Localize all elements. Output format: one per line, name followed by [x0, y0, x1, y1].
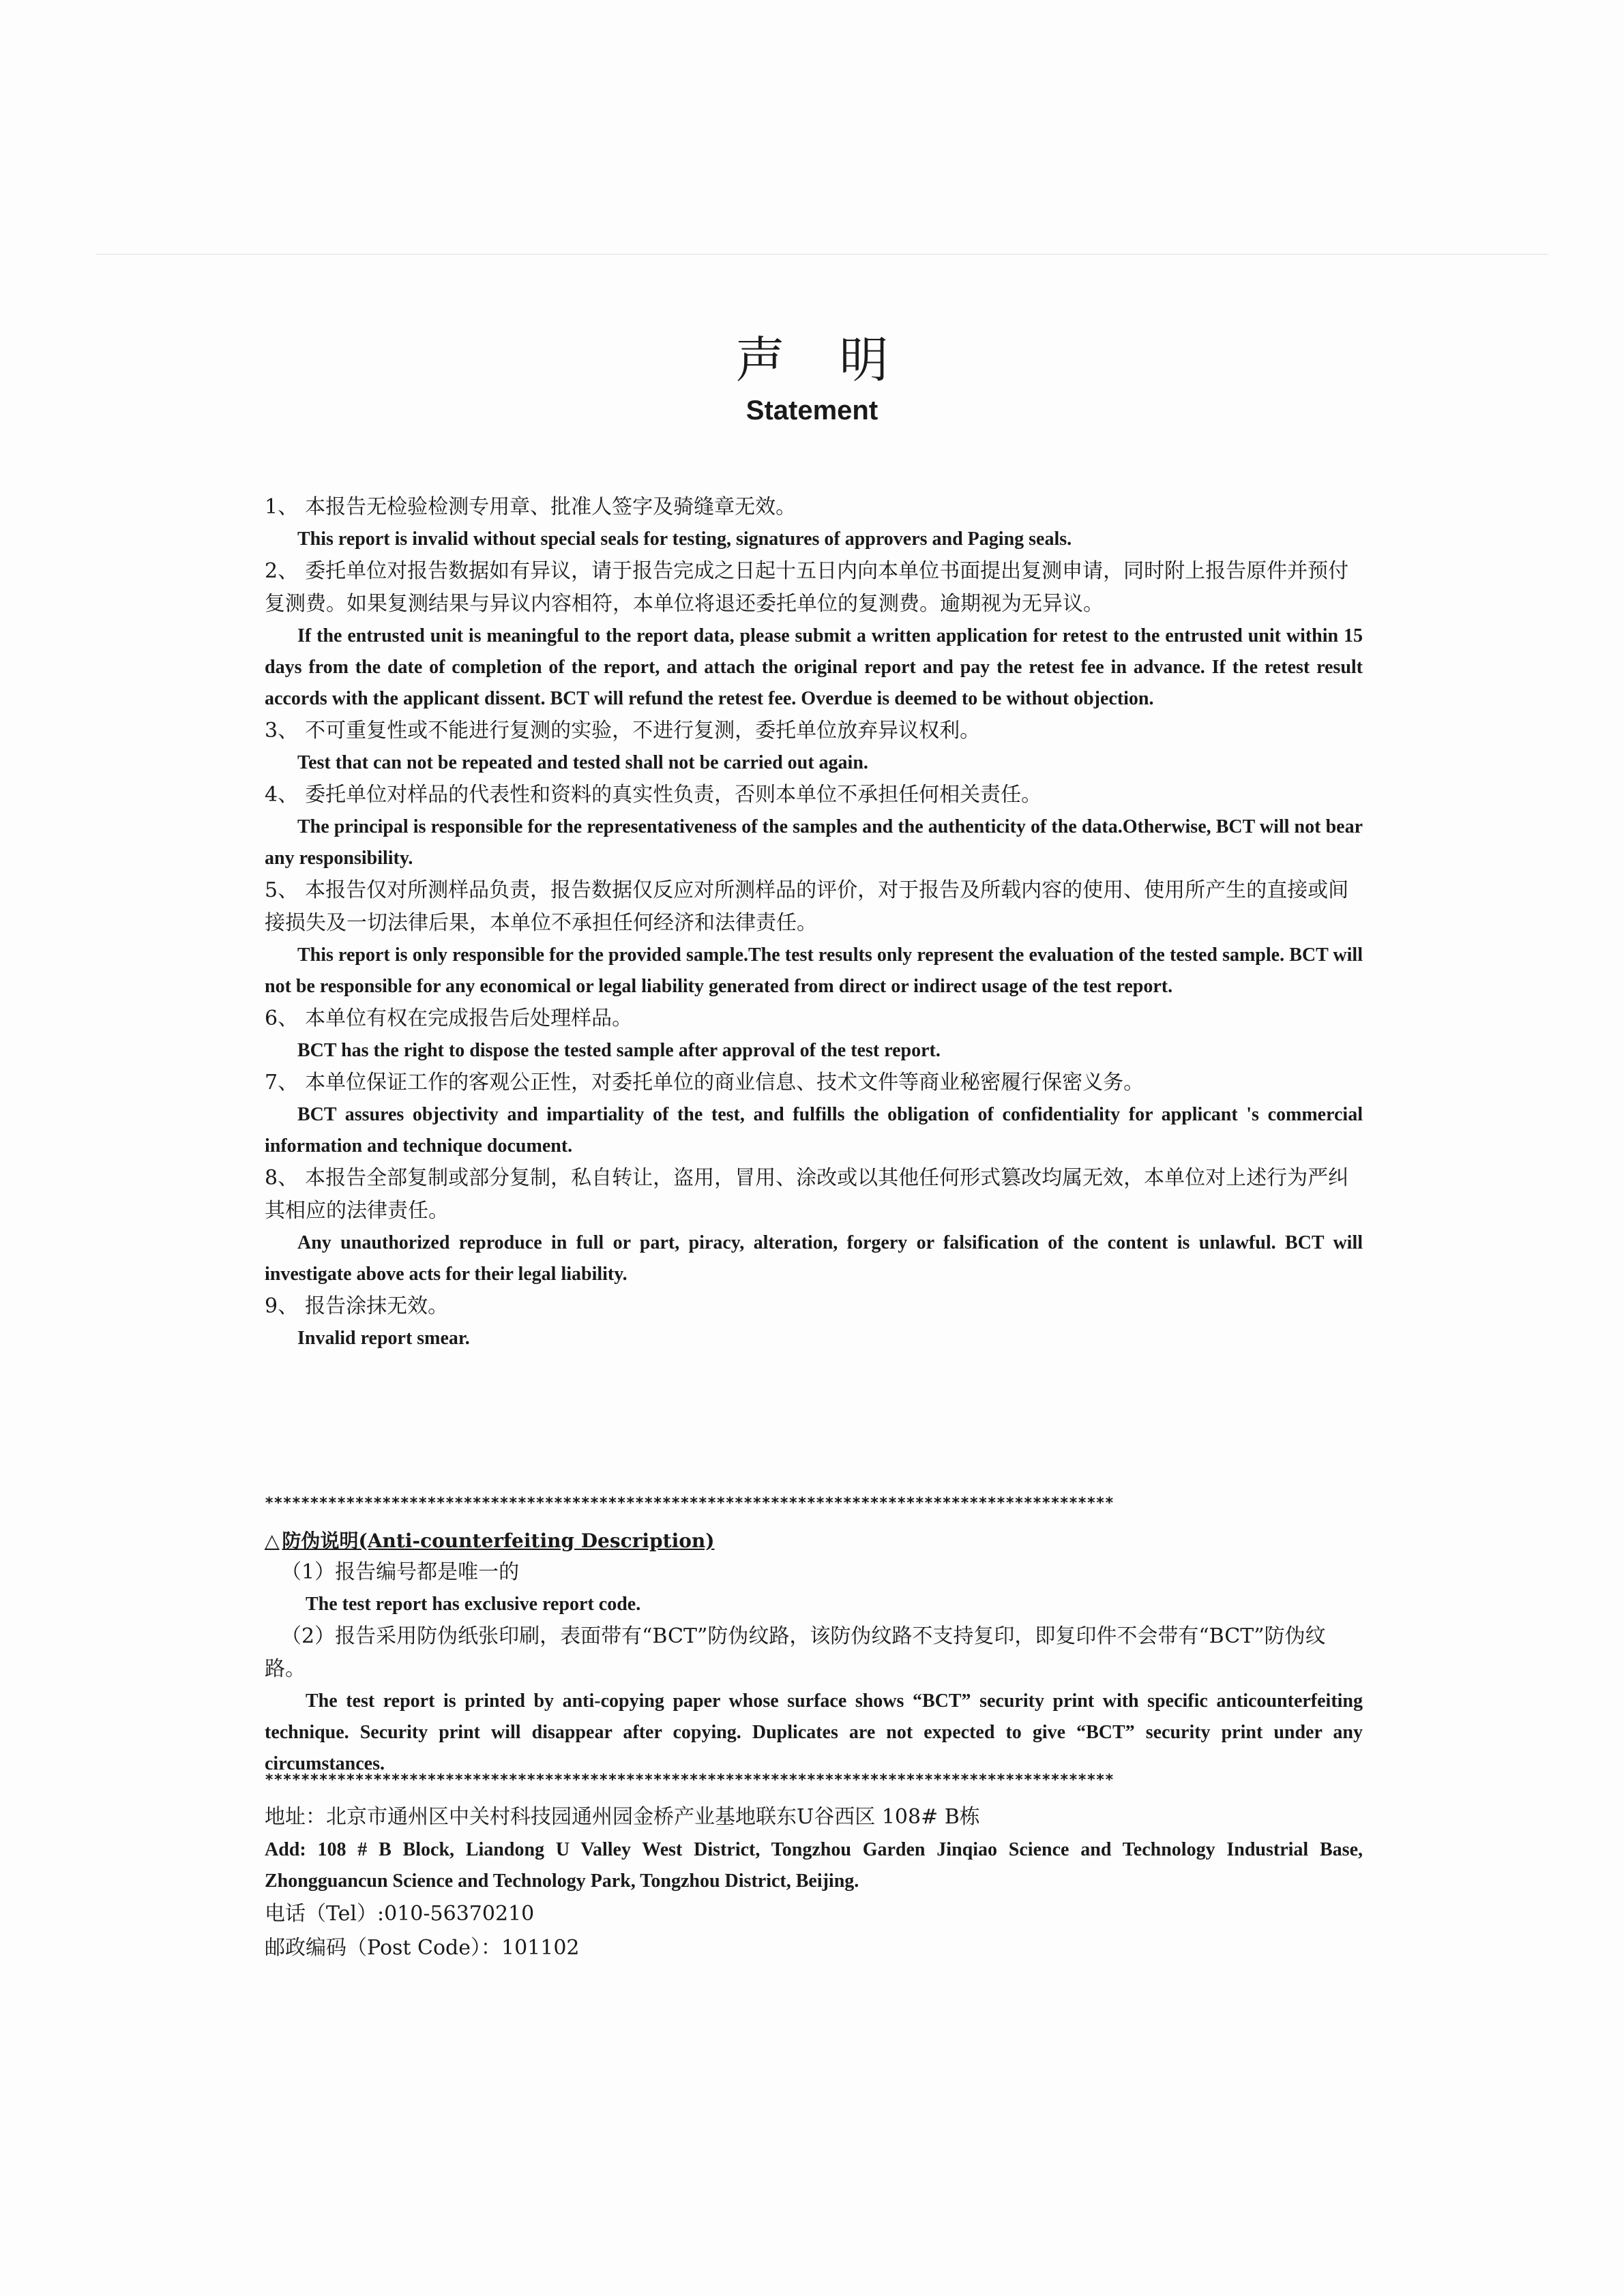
anti-point-2-en: The test report is printed by anti-copying paper whose surface shows “BCT” security print with specific anticounterfeiting technique. Security print will disappear after copying. Duplicates are not expected to give “BCT” security print under any circumstances. [265, 1690, 1363, 1774]
title-english: Statement [745, 396, 879, 426]
anti-point-2-cn: （2）报告采用防伪纸张印刷，表面带有“BCT”防伪纹路，该防伪纹路不支持复印，即复印件不会带有“BCT”防伪纹路。 [265, 1624, 1326, 1681]
statement-item-5 [265, 874, 1363, 1002]
item-text-cn: 本单位保证工作的客观公正性，对委托单位的商业信息、技术文件等商业秘密履行保密义务。 [305, 1071, 1145, 1094]
anti-heading-text: 防伪说明(Anti-counterfeiting Description) [282, 1530, 715, 1552]
anti-counterfeiting-section [265, 1526, 1363, 1780]
statement-list [265, 491, 1363, 1354]
item-number: 3、 [265, 719, 299, 743]
item-text-cn: 报告涂抹无效。 [305, 1294, 449, 1318]
item-text-en: BCT assures objectivity and impartiality of the test, and fulfills the obligation of confidentiality for applicant 's commercial information and technique document. [265, 1104, 1363, 1157]
statement-item-3 [265, 715, 1363, 779]
anti-point-1-cn: （1）报告编号都是唯一的 [281, 1560, 520, 1584]
item-text-cn: 委托单位对报告数据如有异议，请于报告完成之日起十五日内向本单位书面提出复测申请，同时附上报告原件并预付复测费。如果复测结果与异议内容相符，本单位将退还委托单位的复测费。逾期视为无异议。 [265, 559, 1349, 616]
title-chinese: 声明 [735, 331, 943, 389]
item-text-en: Test that can not be repeated and tested shall not be carried out again. [297, 752, 868, 773]
triangle-icon: △ [265, 1530, 280, 1552]
item-text-cn: 本报告无检验检测专用章、批准人签字及骑缝章无效。 [305, 495, 797, 519]
star-divider-bottom: ********************************************************************************************** [265, 1772, 1114, 1789]
item-text-cn: 本报告全部复制或部分复制，私自转让，盗用，冒用、涂改或以其他任何形式篡改均属无效，本单位对上述行为严纠其相应的法律责任。 [265, 1166, 1349, 1223]
item-text-en: Any unauthorized reproduce in full or part, piracy, alteration, forgery or falsification of the content is unlawful. BCT will investigate above acts for their legal liability. [265, 1232, 1363, 1285]
item-number: 6、 [265, 1007, 299, 1030]
contact-footer [265, 1800, 1363, 1965]
telephone: 电话（Tel）:010-56370210 [265, 1902, 535, 1926]
post-code: 邮政编码（Post Code）：101102 [265, 1936, 580, 1960]
item-number: 1、 [265, 495, 299, 519]
statement-item-4 [265, 779, 1363, 874]
statement-item-1 [265, 491, 1363, 555]
statement-item-9 [265, 1290, 1363, 1354]
item-number: 9、 [265, 1294, 299, 1318]
item-number: 5、 [265, 878, 299, 902]
item-text-en: The principal is responsible for the representativeness of the samples and the authenticity of the data.Otherwise, BCT will not bear any responsibility. [265, 816, 1363, 869]
statement-item-2 [265, 555, 1363, 715]
item-text-cn: 不可重复性或不能进行复测的实验，不进行复测，委托单位放弃异议权利。 [305, 719, 981, 743]
statement-item-8 [265, 1162, 1363, 1290]
item-number: 4、 [265, 783, 299, 807]
item-text-en: BCT has the right to dispose the tested sample after approval of the test report. [297, 1040, 941, 1061]
item-text-cn: 委托单位对样品的代表性和资料的真实性负责，否则本单位不承担任何相关责任。 [305, 783, 1042, 807]
item-text-en: This report is invalid without special seals for testing, signatures of approvers and Paging seals. [297, 528, 1072, 550]
item-number: 7、 [265, 1071, 299, 1094]
address-en: Add: 108 # B Block, Liandong U Valley West District, Tongzhou Garden Jinqiao Science and Technology Industrial Base, Zhongguancun Science and Technology Park, Tongzhou District, Beijing. [265, 1839, 1363, 1892]
item-text-en: This report is only responsible for the provided sample.The test results only represent the evaluation of the tested sample. BCT will not be responsible for any economical or legal liability generated from direct or indirect usage of the test report. [265, 944, 1363, 997]
item-number: 2、 [265, 559, 299, 583]
address-cn: 地址：北京市通州区中关村科技园通州园金桥产业基地联东U谷西区 108# B栋 [265, 1805, 980, 1829]
statement-item-7 [265, 1067, 1363, 1162]
item-text-en: Invalid report smear. [297, 1328, 470, 1349]
item-text-cn: 本报告仅对所测样品负责，报告数据仅反应对所测样品的评价，对于报告及所载内容的使用、使用所产生的直接或间接损失及一切法律后果，本单位不承担任何经济和法律责任。 [265, 878, 1349, 935]
top-rule [95, 254, 1548, 255]
statement-item-6 [265, 1002, 1363, 1067]
item-text-en: If the entrusted unit is meaningful to the report data, please submit a written application for retest to the entrusted unit within 15 days from the date of completion of the report, and attach the original report and pay the retest fee in advance. If the retest result accords with the applicant dissent. BCT will refund the retest fee. Overdue is deemed to be without objection. [265, 625, 1363, 709]
anti-counterfeiting-heading [265, 1526, 1363, 1556]
star-divider-top: ********************************************************************************************** [265, 1495, 1114, 1512]
anti-point-1-en: The test report has exclusive report code. [306, 1594, 641, 1615]
item-number: 8、 [265, 1166, 299, 1190]
item-text-cn: 本单位有权在完成报告后处理样品。 [305, 1007, 633, 1030]
